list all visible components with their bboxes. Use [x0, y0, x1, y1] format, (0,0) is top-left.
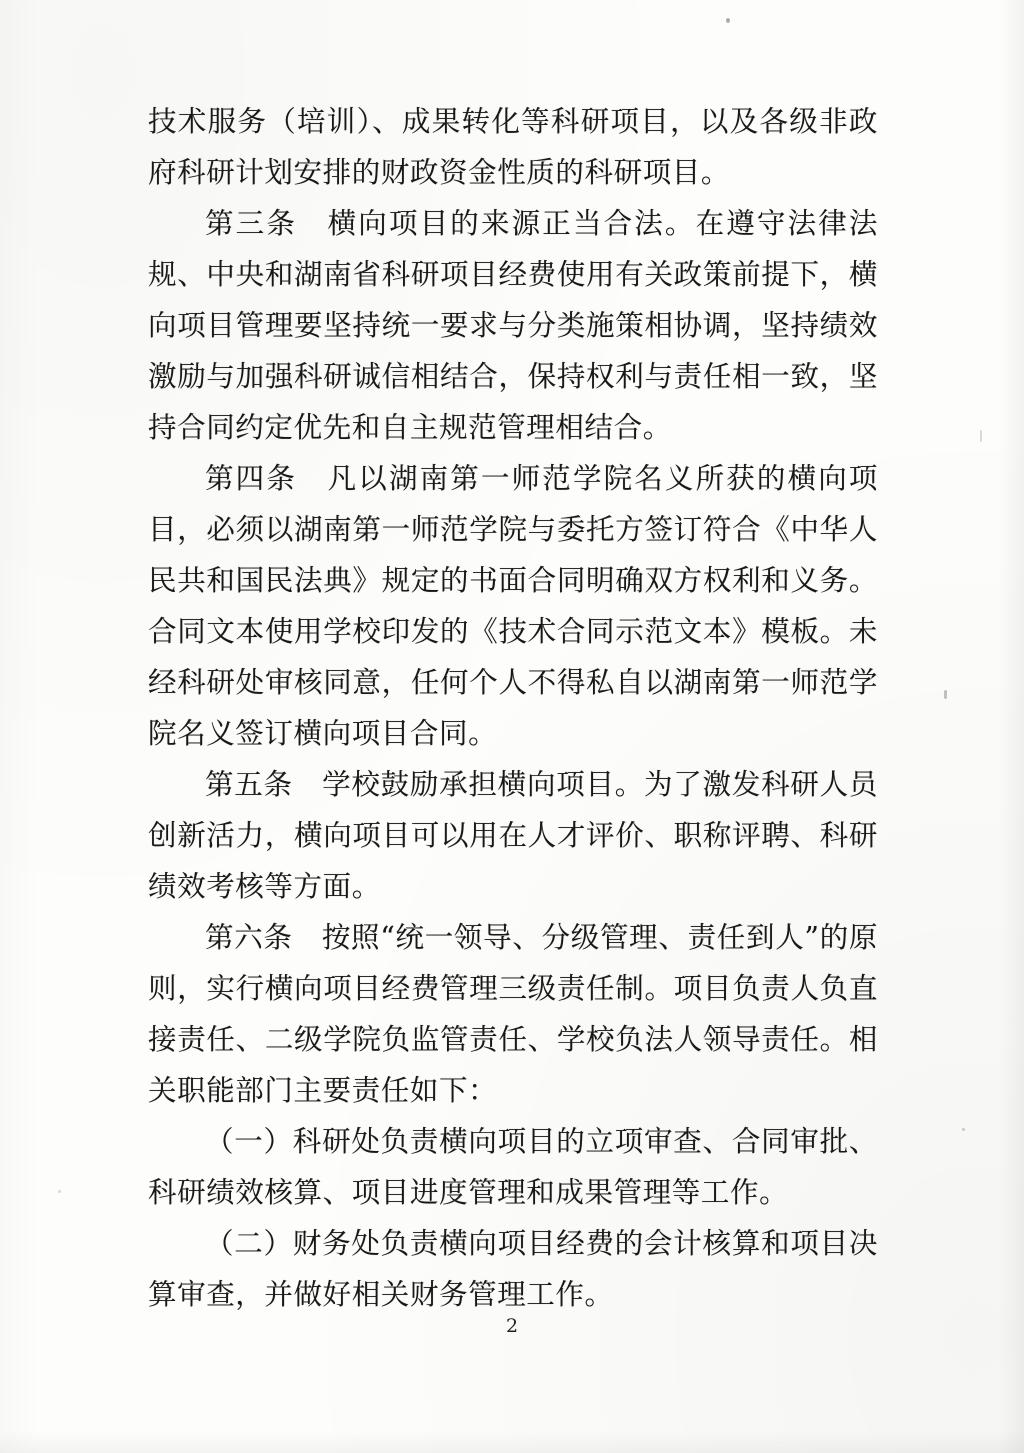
scan-edge-shadow-bottom [0, 1431, 1024, 1453]
paragraph-item-2: （二）财务处负责横向项目经费的会计核算和项目决算审查，并做好相关财务管理工作。 [148, 1227, 878, 1311]
paragraph-article-4: 第四条 凡以湖南第一师范学院名义所获的横向项目，必须以湖南第一师范学院与委托方签订符合《中华人民共和国民法典》规定的书面合同明确双方权利和义务。合同文本使用学校印发的《技术合同示范文本》模板。未经科研处审核同意，任何个人不得私自以湖南第一师范学院名义签订横向项目合同。 [148, 462, 878, 750]
paragraph-article-3: 第三条 横向项目的来源正当合法。在遵守法律法规、中央和湖南省科研项目经费使用有关政策前提下，横向项目管理要坚持统一要求与分类施策相协调，坚持绩效激励与加强科研诚信相结合，保持权利与责任相一致，坚持合同约定优先和自主规范管理相结合。 [148, 207, 878, 444]
scan-edge-shadow-right [998, 0, 1024, 1453]
scan-speck [58, 1190, 61, 1193]
paragraph-item-1: （一）科研处负责横向项目的立项审查、合同审批、科研绩效核算、项目进度管理和成果管理等工作。 [148, 1125, 878, 1209]
scan-speck [726, 18, 730, 23]
scan-speck [962, 1128, 965, 1131]
paragraph-article-6: 第六条 按照“统一领导、分级管理、责任到人”的原则，实行横向项目经费管理三级责任制。项目负责人负直接责任、二级学院负监管责任、学校负法人领导责任。相关职能部门主要责任如下： [148, 921, 878, 1107]
paragraph-continuation: 技术服务（培训）、成果转化等科研项目，以及各级非政府科研计划安排的财政资金性质的科研项目。 [148, 105, 878, 189]
page-number: 2 [505, 1315, 519, 1337]
document-body [148, 96, 878, 1320]
scan-speck [944, 690, 947, 699]
paragraph-article-5: 第五条 学校鼓励承担横向项目。为了激发科研人员创新活力，横向项目可以用在人才评价、职称评聘、科研绩效考核等方面。 [148, 768, 878, 903]
scan-speck [980, 430, 982, 442]
